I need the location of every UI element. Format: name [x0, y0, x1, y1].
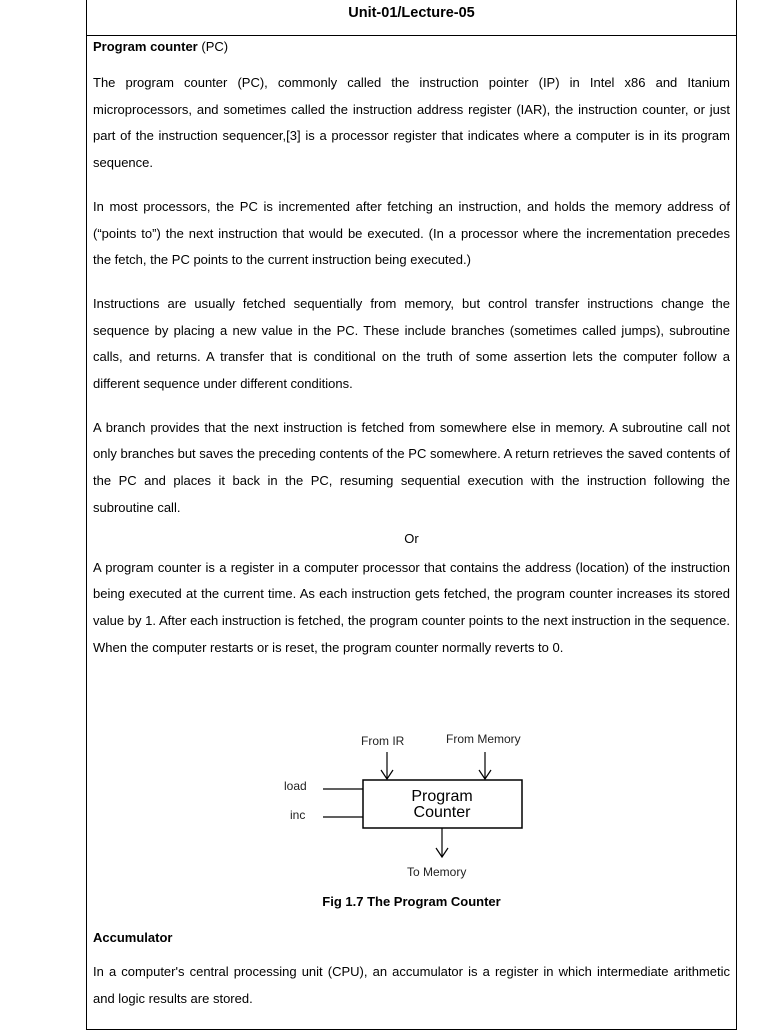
- paragraph-1: The program counter (PC), commonly called the instruction pointer (IP) in Intel x86 and Itanium microprocessors, and sometimes called the instruction address register (IAR), the instruction counter, or just part of the instruction sequencer,[3] is a processor register that indicates where a computer is in its program sequence.: [93, 75, 730, 171]
- paragraph-3: Instructions are usually fetched sequentially from memory, but control transfer instructions change the sequence by placing a new value in the PC. These include branches (sometimes called jumps), subroutine calls, and returns. A transfer that is conditional on the truth of some assertion lets the computer follow a different sequence under different conditions.: [93, 295, 730, 392]
- inc-label: inc: [290, 808, 306, 822]
- or-separator: Or: [404, 530, 419, 546]
- title-row: [87, 0, 736, 36]
- to-memory-label: To Memory: [407, 865, 467, 879]
- program-counter-diagram: [277, 726, 547, 886]
- box-label-counter: Counter: [413, 804, 471, 821]
- accumulator-paragraph: In a computer's central processing unit (CPU), an accumulator is a register in which intermediate arithmetic and logic results are stored.: [93, 964, 730, 1006]
- figure-caption: Fig 1.7 The Program Counter: [322, 894, 501, 909]
- main-content: [93, 36, 730, 661]
- section-heading-accumulator: Accumulator: [93, 930, 173, 945]
- page-title: Unit-01/Lecture-05: [348, 5, 475, 21]
- load-label: load: [284, 779, 307, 793]
- box-label-program: Program: [411, 788, 473, 805]
- paragraph-alt: A program counter is a register in a computer processor that contains the address (location) of the instruction being executed at the current time. As each instruction gets fetched, the program counter increases its stored value by 1. After each instruction is fetched, the program counter points to the next instruction in the sequence. When the computer restarts or is reset, the program counter normally reverts to 0.: [93, 559, 730, 655]
- paragraph-4: A branch provides that the next instruction is fetched from somewhere else in memory. A subroutine call not only branches but saves the preceding contents of the PC somewhere. A return retrieves the saved contents of the PC and places it back in the PC, resuming sequential execution with the instruction following the subroutine call.: [93, 419, 730, 515]
- from-memory-label: From Memory: [446, 732, 521, 746]
- section-heading-program-counter: [93, 36, 730, 56]
- from-ir-label: From IR: [361, 734, 405, 748]
- heading-rest-text: (PC): [197, 39, 229, 54]
- lecture-page-frame: [86, 0, 737, 1030]
- heading-bold-text: Program counter: [93, 39, 198, 54]
- paragraph-2: In most processors, the PC is incremented after fetching an instruction, and holds the memory address of (“points to”) the next instruction that would be executed. (In a processor where the incrementation precedes the fetch, the PC points to the current instruction being executed.): [93, 198, 730, 268]
